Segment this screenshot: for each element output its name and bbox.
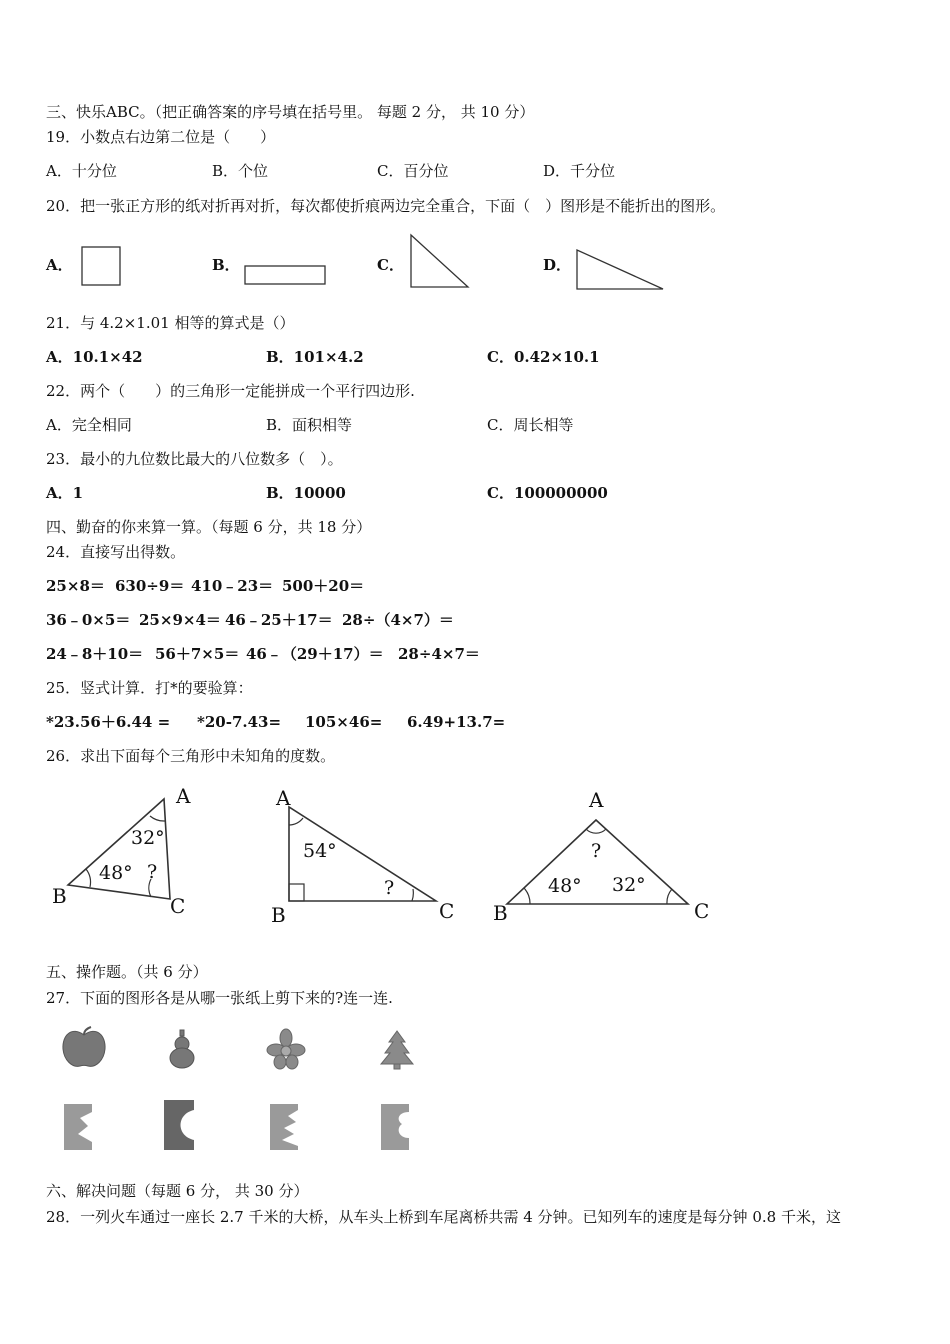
folded-paper-4	[381, 1104, 409, 1150]
tree-cutout	[381, 1031, 413, 1069]
flower-cutout	[267, 1029, 305, 1069]
q22-stem: 22．两个（ ）的三角形一定能拼成一个平行四边形.	[46, 382, 415, 400]
q24-item: 630÷9＝	[115, 577, 185, 595]
q25-item: *20-7.43=	[197, 713, 282, 731]
gourd-cutout	[170, 1030, 194, 1068]
q24-item: 28÷4×7＝	[398, 645, 480, 663]
q19-option-d: D．千分位	[543, 162, 616, 180]
apple-cutout	[63, 1027, 105, 1066]
angle-label: 32°	[131, 827, 165, 849]
section-3-heading: 三、快乐ABC。（把正确答案的序号填在括号里。 每题 2 分， 共 10 分）	[46, 103, 535, 121]
vertex-label: A	[176, 784, 191, 808]
q19-stem: 19．小数点右边第二位是（ ）	[46, 128, 276, 146]
q24-item: 46﹣（29＋17）＝	[246, 645, 384, 663]
q20-label-b: B．	[212, 256, 240, 274]
folded-paper-3	[270, 1104, 298, 1150]
q21-option-c: C．0.42×10.1	[487, 348, 600, 366]
q19-option-b: B．个位	[212, 162, 269, 180]
folded-paper-2	[164, 1100, 194, 1150]
angle-label: 48°	[548, 875, 582, 897]
q23-option-c: C．100000000	[487, 484, 608, 502]
q20-label-c: C．	[377, 256, 404, 274]
q20-stem: 20．把一张正方形的纸对折再对折，每次都使折痕两边完全重合，下面（ ）图形是不能折出的图形。	[46, 197, 726, 215]
vertex-label: C	[170, 894, 186, 918]
vertex-label: A	[589, 788, 604, 812]
q24-item: 28÷（4×7）＝	[342, 611, 454, 629]
angle-label: ?	[591, 840, 602, 862]
section-6-heading: 六、解决问题（每题 6 分， 共 30 分）	[46, 1182, 309, 1200]
q22-option-b: B．面积相等	[266, 416, 353, 434]
angle-label: 32°	[612, 874, 646, 896]
q28-stem: 28．一列火车通过一座长 2.7 千米的大桥，从车头上桥到车尾离桥共需 4 分钟。已知列车的速度是每分钟 0.8 千米，这	[46, 1208, 841, 1226]
q20-label-d: D．	[543, 256, 572, 274]
angle-label: 54°	[303, 840, 337, 862]
q24-item: 56＋7×5＝	[155, 645, 240, 663]
q24-item: 25×9×4＝	[139, 611, 221, 629]
q24-item: 410﹣23＝	[191, 577, 274, 595]
q25-item: 105×46=	[305, 713, 383, 731]
angle-label: 48°	[99, 862, 133, 884]
vertex-label: C	[439, 899, 455, 923]
q21-option-a: A．10.1×42	[46, 348, 143, 366]
q27-stem: 27．下面的图形各是从哪一张纸上剪下来的?连一连.	[46, 989, 393, 1007]
q24-item: 25×8＝	[46, 577, 105, 595]
q25-stem: 25．竖式计算．打*的要验算：	[46, 679, 253, 697]
folded-paper-1	[64, 1104, 92, 1150]
q20-label-a: A．	[46, 256, 73, 274]
q25-item: *23.56＋6.44 =	[46, 713, 171, 731]
q22-option-a: A．完全相同	[46, 416, 132, 434]
q19-option-a: A．十分位	[46, 162, 117, 180]
q23-stem: 23．最小的九位数比最大的八位数多（ ）。	[46, 450, 343, 468]
q24-stem: 24．直接写出得数。	[46, 543, 186, 561]
q26-stem: 26．求出下面每个三角形中未知角的度数。	[46, 747, 336, 765]
q21-stem: 21．与 4.2×1.01 相等的算式是（）	[46, 314, 295, 332]
q21-option-b: B．101×4.2	[266, 348, 364, 366]
vertex-label: B	[493, 901, 508, 925]
vertex-label: C	[694, 899, 710, 923]
section-4-heading: 四、勤奋的你来算一算。（每题 6 分，共 18 分）	[46, 518, 372, 536]
vertex-label: A	[276, 786, 291, 810]
q19-option-c: C．百分位	[377, 162, 449, 180]
q23-option-a: A．1	[46, 484, 84, 502]
vertex-label: B	[52, 884, 67, 908]
q24-item: 46﹣25＋17＝	[225, 611, 333, 629]
q24-item: 24﹣8＋10＝	[46, 645, 144, 663]
q25-item: 6.49+13.7=	[407, 713, 506, 731]
vertex-label: B	[271, 903, 286, 927]
section-5-heading: 五、操作题。（共 6 分）	[46, 963, 208, 981]
angle-label: ?	[147, 861, 158, 883]
q24-item: 36﹣0×5＝	[46, 611, 131, 629]
q22-option-c: C．周长相等	[487, 416, 574, 434]
angle-label: ?	[384, 877, 395, 899]
q24-item: 500＋20＝	[282, 577, 365, 595]
q23-option-b: B．10000	[266, 484, 346, 502]
